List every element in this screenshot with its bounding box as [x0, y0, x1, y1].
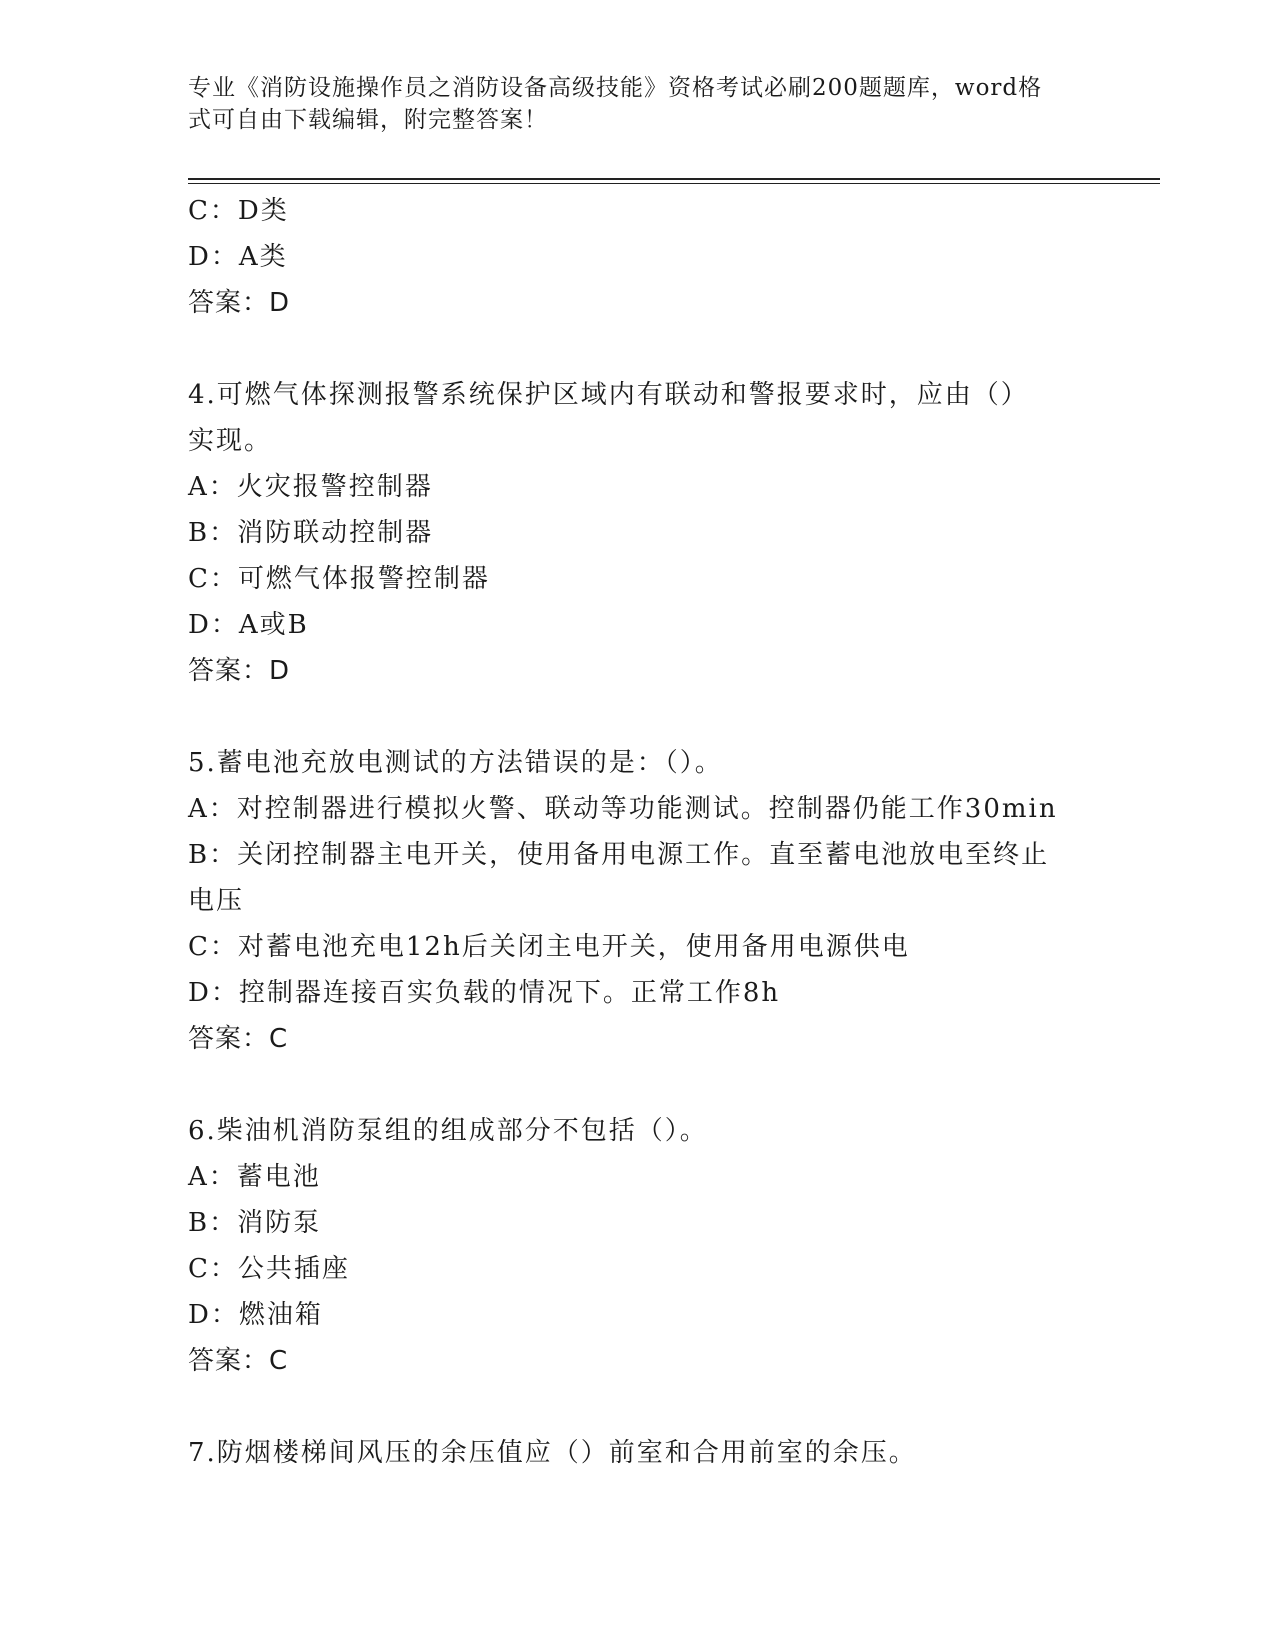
question-stem: 6.柴油机消防泵组的组成部分不包括（）。: [188, 1116, 708, 1146]
option-d: D：A类: [188, 242, 288, 272]
option-d: D：A或B: [188, 610, 309, 640]
option-b-continued: 电压: [188, 886, 245, 916]
answer: 答案：C: [188, 1024, 289, 1054]
option-b: B：关闭控制器主电开关，使用备用电源工作。直至蓄电池放电至终止: [188, 840, 1050, 870]
question-stem: 5.蓄电池充放电测试的方法错误的是：（）。: [188, 748, 723, 778]
option-c: C：D类: [188, 196, 289, 226]
header-divider-thick: [188, 178, 1160, 180]
spacer: [188, 1384, 1088, 1430]
option-a: A：火灾报警控制器: [188, 472, 433, 502]
question-stem: 7.防烟楼梯间风压的余压值应（）前室和合用前室的余压。: [188, 1438, 917, 1468]
header-line-1: 专业《消防设施操作员之消防设备高级技能》资格考试必刷200题题库，word格: [188, 75, 1043, 101]
spacer: [188, 326, 1088, 372]
question-6: [188, 1108, 1088, 1384]
question-7: [188, 1430, 1088, 1476]
option-b: B：消防泵: [188, 1208, 322, 1238]
option-b: B：消防联动控制器: [188, 518, 434, 548]
question-list: [188, 188, 1088, 1476]
answer: 答案：D: [188, 656, 291, 686]
answer: 答案：D: [188, 288, 291, 318]
option-a: A：蓄电池: [188, 1162, 321, 1192]
option-a: A：对控制器进行模拟火警、联动等功能测试。控制器仍能工作30min: [188, 794, 1058, 824]
option-c: C：公共插座: [188, 1254, 350, 1284]
document-header: [188, 72, 1078, 136]
spacer: [188, 1062, 1088, 1108]
spacer: [188, 694, 1088, 740]
question-5: [188, 740, 1088, 1062]
header-line-2: 式可自由下载编辑，附完整答案！: [188, 107, 548, 133]
option-c: C：对蓄电池充电12h后关闭主电开关，使用备用电源供电: [188, 932, 910, 962]
answer: 答案：C: [188, 1346, 289, 1376]
question-stem-continued: 实现。: [188, 426, 273, 456]
question-4: [188, 372, 1088, 694]
header-divider-thin: [188, 183, 1160, 184]
option-c: C：可燃气体报警控制器: [188, 564, 490, 594]
option-d: D：控制器连接百实负载的情况下。正常工作8h: [188, 978, 781, 1008]
question-3-tail: [188, 188, 1088, 326]
option-d: D：燃油箱: [188, 1300, 323, 1330]
question-stem: 4.可燃气体探测报警系统保护区域内有联动和警报要求时，应由（）: [188, 380, 1029, 410]
